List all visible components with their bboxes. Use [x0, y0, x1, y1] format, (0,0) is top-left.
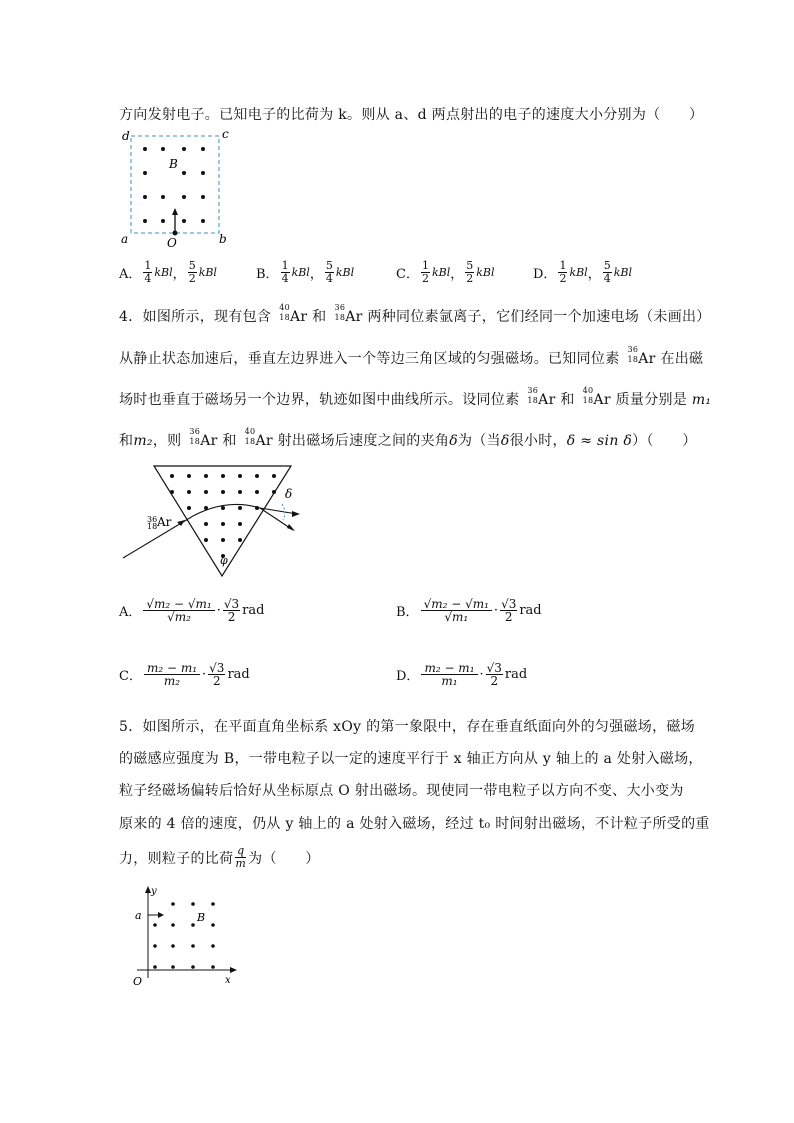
field-dot — [171, 944, 175, 948]
option-letter: B． — [256, 267, 279, 282]
field-dot — [191, 902, 195, 906]
field-dot — [204, 538, 208, 542]
unit: kBl — [291, 266, 310, 279]
q4-option-D[interactable] — [396, 662, 527, 687]
separator: ， — [450, 267, 464, 282]
v2-fraction: $\frac{5}{2}$ — [466, 259, 474, 285]
option-letter: D． — [396, 669, 420, 684]
field-dot — [238, 538, 242, 542]
ion-label-symbol: Ar — [157, 515, 172, 529]
field-dot — [187, 490, 191, 494]
phi-label: φ — [220, 554, 228, 567]
field-dot — [221, 474, 225, 478]
O-label: O — [133, 975, 143, 988]
field-dot — [187, 474, 191, 478]
q5-field-dots — [153, 902, 215, 969]
exit-path-2 — [260, 508, 297, 514]
unit: kBl — [431, 266, 451, 279]
mass-fraction: $\frac{\text{√m₂ − √m₁}}{\text{√m₂}}$ — [143, 598, 214, 623]
sqrt3-fraction: $\frac{√3}{2}$ — [223, 597, 240, 624]
field-dot — [153, 923, 157, 927]
field-dot — [238, 490, 242, 494]
q3-option-A[interactable] — [119, 260, 217, 285]
field-dot — [170, 474, 174, 478]
field-dot — [255, 474, 259, 478]
q5-figure — [125, 882, 240, 992]
unit: kBl — [335, 266, 355, 279]
dot: · — [493, 603, 499, 618]
q4-option-A[interactable] — [119, 598, 264, 623]
field-dot — [191, 965, 195, 969]
v2-fraction: $\frac{5}{4}$ — [603, 259, 611, 285]
mass-fraction: $\frac{\text{m₂ − m₁}}{\text{m₁}}$ — [421, 662, 477, 687]
dot: · — [216, 603, 221, 618]
q4-line-3: 场时也垂直于磁场另一个边界，轨迹如图中曲线所示。设同位素 36 18 Ar 和 40 18 Ar 质量分别是 m₁ — [119, 386, 712, 408]
unit: rad — [504, 667, 528, 682]
q3-figure — [115, 126, 230, 251]
unit: rad — [519, 603, 542, 618]
separator: ， — [172, 267, 186, 282]
field-dot — [191, 923, 195, 927]
separator: ， — [587, 267, 601, 282]
field-dot — [191, 944, 195, 948]
q3-stem-line: 方向发射电子。已知电子的比荷为 k。则从 a、d 两点射出的电子的速度大小分别为（ ） — [119, 107, 704, 123]
field-dot — [171, 965, 175, 969]
label-d: d — [122, 129, 130, 143]
v1-fraction: $\frac{1}{2}$ — [421, 259, 429, 285]
mass-fraction: $\frac{\text{√m₂ − √m₁}}{\text{√m₁}}$ — [421, 598, 492, 623]
y-label: y — [151, 886, 157, 897]
field-dot — [170, 490, 174, 494]
unit: kBl — [154, 266, 173, 279]
unit: kBl — [569, 266, 588, 279]
unit: kBl — [198, 266, 217, 279]
label-O: O — [167, 236, 177, 250]
option-letter: A． — [119, 267, 142, 282]
ion-label: 36 — [147, 515, 158, 524]
field-dot — [204, 490, 208, 494]
q3-option-B[interactable] — [256, 260, 354, 285]
q5-line-5: 力，则粒子的比荷 $\frac{q}{m}$ 为（ ） — [119, 844, 320, 870]
sqrt3-fraction: $\frac{√3}{2}$ — [486, 661, 502, 688]
q3-option-C[interactable] — [396, 260, 495, 285]
field-dot — [153, 944, 157, 948]
field-dot — [255, 490, 259, 494]
field-dot — [272, 490, 276, 494]
field-dot — [204, 522, 208, 526]
dot: · — [479, 667, 484, 682]
q5-line-4: 原来的 4 倍的速度，仍从 y 轴上的 a 处射入磁场，经过 t₀ 时间射出磁场，不计粒子所受的重 — [119, 816, 710, 832]
ion-label-z: 18 — [147, 522, 158, 531]
q-over-m-fraction: $\frac{q}{m}$ — [235, 844, 247, 870]
field-dot — [171, 902, 175, 906]
v1-fraction: $\frac{1}{2}$ — [559, 259, 567, 285]
unit: kBl — [613, 266, 633, 279]
v1-fraction: $\frac{1}{4}$ — [281, 259, 289, 285]
entry-arrow-icon — [158, 912, 164, 918]
v2-fraction: $\frac{5}{4}$ — [325, 259, 333, 285]
q4-option-C[interactable] — [119, 662, 250, 687]
v1-fraction: $\frac{1}{4}$ — [144, 259, 152, 285]
field-dot — [238, 506, 242, 510]
field-dot — [187, 506, 191, 510]
unit: rad — [227, 667, 250, 682]
option-letter: A． — [119, 605, 142, 620]
sqrt3-fraction: $\frac{√3}{2}$ — [209, 661, 225, 688]
field-dot — [272, 474, 276, 478]
field-dot — [238, 474, 242, 478]
field-dot — [153, 965, 157, 969]
q5-line-1: 5．如图所示，在平面直角坐标系 xOy 的第一象限中，存在垂直纸面向外的匀强磁场，磁场 — [119, 719, 695, 735]
label-b: b — [219, 232, 227, 246]
q4-option-B[interactable] — [396, 598, 542, 623]
field-dot — [171, 923, 175, 927]
option-letter: B． — [396, 605, 419, 620]
sqrt3-fraction: $\frac{√3}{2}$ — [501, 597, 517, 624]
q4-triangle-figure — [115, 458, 315, 583]
exit-arrow-icon-1 — [287, 524, 295, 531]
B-label: B — [197, 911, 206, 924]
field-dot — [221, 506, 225, 510]
origin-point — [173, 231, 178, 236]
a-label: a — [135, 909, 142, 922]
option-letter: D． — [533, 267, 557, 282]
mass-fraction: $\frac{\text{m₂ − m₁}}{\text{m₂}}$ — [144, 662, 200, 687]
q4-line-1: 4．如图所示，现有包含 40 18 Ar 和 36 18 Ar 两种同位素氩离子，它们经同一个加速电场（未画出） — [119, 303, 711, 325]
v2-fraction: $\frac{5}{2}$ — [188, 259, 196, 285]
field-dot — [204, 474, 208, 478]
option-letter: C． — [119, 669, 142, 684]
label-B: B — [169, 157, 178, 171]
x-axis-arrow-icon — [230, 967, 237, 973]
separator: ， — [309, 267, 323, 282]
arrow-head-icon — [172, 208, 178, 215]
exit-arrow-icon-2 — [292, 511, 300, 517]
label-a: a — [121, 232, 129, 246]
q5-line-2: 的磁感应强度为 B，一带电粒子以一定的速度平行于 x 轴正方向从 y 轴上的 a 处射入磁场， — [119, 751, 703, 767]
field-dot — [211, 902, 215, 906]
x-label: x — [225, 975, 231, 986]
field-dot — [221, 538, 225, 542]
field-dot — [211, 923, 215, 927]
q4-line-4: 和m₂，则 36 18 Ar 和 40 18 Ar 射出磁场后速度之间的夹角δ为（当δ很小时，δ ≈ sin δ）（ ） — [119, 427, 697, 449]
field-dot — [211, 965, 215, 969]
ion-trajectory-arc — [193, 504, 260, 516]
field-dot — [211, 944, 215, 948]
field-dot — [221, 490, 225, 494]
field-dot — [238, 522, 242, 526]
delta-label: δ — [285, 487, 293, 501]
unit: kBl — [476, 266, 495, 279]
q4-line-2: 从静止状态加速后，垂直左边界进入一个等边三角区域的匀强磁场。已知同位素 36 18 Ar 在出磁 — [119, 345, 704, 367]
q5-line-3: 粒子经磁场偏转后恰好从坐标原点 O 射出磁场。现使同一带电粒子以方向不变、大小变为 — [119, 783, 684, 799]
field-dot — [221, 522, 225, 526]
q3-option-D[interactable] — [533, 260, 632, 285]
option-letter: C． — [396, 267, 419, 282]
unit: rad — [242, 603, 265, 618]
dot: · — [202, 667, 207, 682]
label-c: c — [222, 127, 229, 141]
